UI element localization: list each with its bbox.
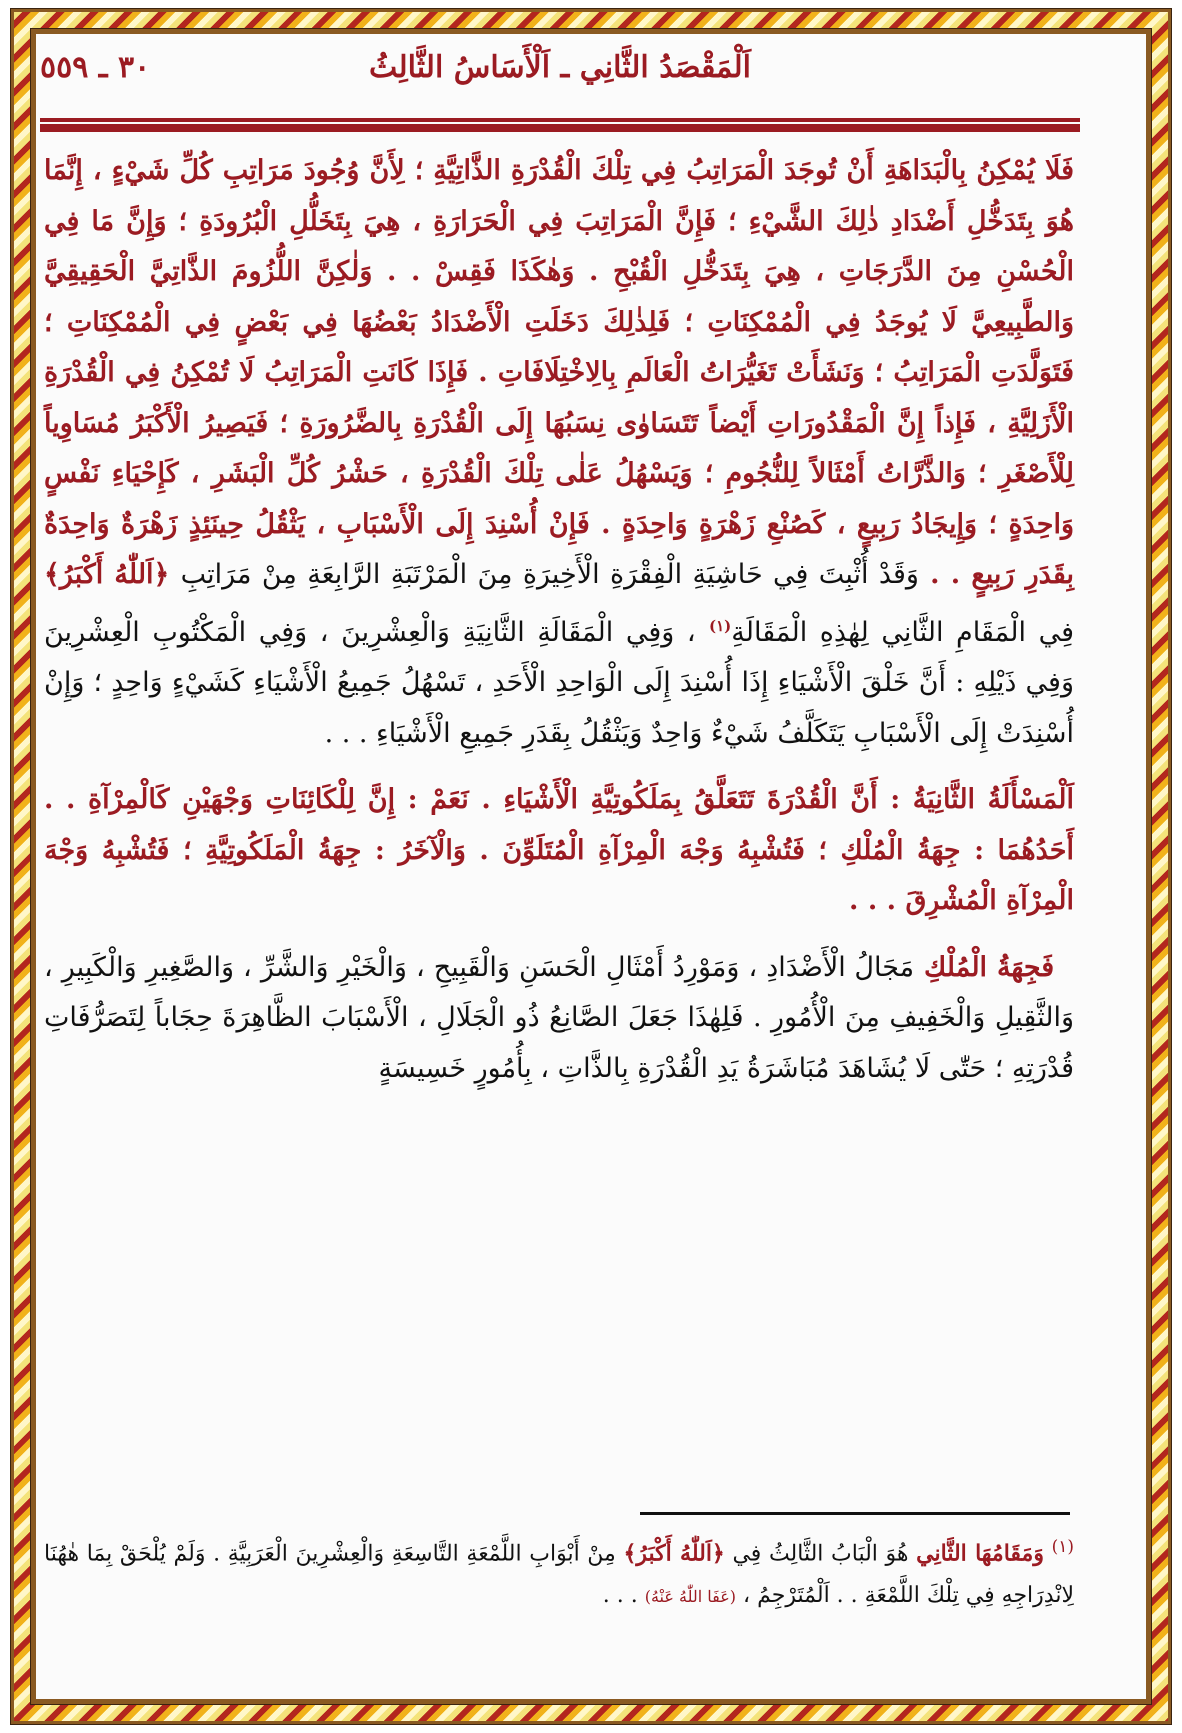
main-text [44,146,1074,1094]
footnote-ellipsis: . . . [602,1583,638,1609]
footnote-separator [640,1512,1070,1515]
page-title: اَلْمَقْصَدُ الثَّانِي ـ اَلْأَسَاسُ الثَّالِثُ [369,50,751,85]
paragraph-1 [44,146,1074,759]
paragraph-3-lead: فَجِهَةُ الْمُلْكِ [924,951,1055,983]
footnote-reference[interactable]: (١) [708,616,732,635]
footnote-number: (١) [1051,1537,1075,1557]
footnote-text-b: مِنْ أَبْوَابِ اللَّمْعَةِ التَّاسِعَةِ وَالْعِشْرِينَ الْعَرَبِيَّةِ . وَلَمْ يُلْحَقْ بِمَا هٰهُنَا لِانْدِرَاجِهِ فِي تِلْكَ اللَّمْعَةِ . . اَلْمُتَرْجِمُ ، [44,1541,1074,1609]
honorific-icon: (عَفَا اللّٰهُ عَنْهُ) [644,1587,737,1607]
quote-allahu-akbar: ﴿اَللّٰهُ أَكْبَرُ﴾ [44,559,170,590]
running-header [40,50,1070,90]
footnote-lead: وَمَقَامُهَا الثَّانِي [916,1540,1044,1567]
header-rule-thick [40,124,1080,132]
footnote [44,1526,1074,1618]
header-rule-thin [40,118,1080,122]
paragraph-2-second-issue: اَلْمَسْأَلَةُ الثَّانِيَةُ : أَنَّ الْقُدْرَةَ تَتَعَلَّقُ بِمَلَكُوتِيَّةِ الْأَشْيَاءِ . نَعَمْ : إِنَّ لِلْكَائِنَاتِ وَجْهَيْنِ كَالْمِرْآةِ . . أَحَدُهُمَا : جِهَةُ الْمُلْكِ ؛ فَتُشْبِهُ وَجْهَ الْمِرْآةِ الْمُتَلَوِّنَ . وَالْآخَرُ : جِهَةُ الْمَلَكُوتِيَّةِ ؛ فَتُشْبِهُ وَجْهَ الْمِرْآةِ الْمُشْرِقَ . . . [44,784,1074,916]
paragraph-1-red-text: فَلَا يُمْكِنُ بِالْبَدَاهَةِ أَنْ تُوجَدَ الْمَرَاتِبُ فِي تِلْكَ الْقُدْرَةِ الذَّاتِيَّةِ ؛ لِأَنَّ وُجُودَ مَرَاتِبِ كُلِّ شَيْءٍ ، إِنَّمَا هُوَ بِتَدَخُّلِ أَضْدَادِ ذٰلِكَ الشَّيْءِ ؛ فَإِنَّ الْمَرَاتِبَ فِي الْحَرَارَةِ ، هِيَ بِتَخَلُّلِ الْبُرُودَةِ ؛ وَإِنَّ مَا فِي الْحُسْنِ مِنَ الدَّرَجَاتِ ، هِيَ بِتَدَخُّلِ الْقُبْحِ . وَهٰكَذَا فَقِسْ . . وَلٰكِنَّ اللُّزُومَ الذَّاتِيَّ الْحَقِيقِيَّ وَالطَّبِيعِيَّ لَا يُوجَدُ فِي الْمُمْكِنَاتِ ؛ فَلِذٰلِكَ دَخَلَتِ الْأَضْدَادُ بَعْضُهَا فِي بَعْضٍ فِي الْمُمْكِنَاتِ ؛ فَتَوَلَّدَتِ الْمَرَاتِبُ ؛ وَنَشَأَتْ تَغَيُّرَاتُ الْعَالَمِ بِالِاخْتِلَافَاتِ . فَإِذَا كَانَتِ الْمَرَاتِبُ لَا تُمْكِنُ فِي الْقُدْرَةِ الْأَزَلِيَّةِ ، فَإِذاً إِنَّ الْمَقْدُورَاتِ أَيْضاً تَتَسَاوٰى نِسَبُهَا إِلَى الْقُدْرَةِ بِالضَّرُورَةِ ؛ فَيَصِيرُ الْأَكْبَرُ مُسَاوِياً لِلْأَصْغَرِ ؛ وَالذَّرَّاتُ أَمْثَالاً لِلنُّجُومِ ؛ وَيَسْهُلُ عَلٰى تِلْكَ الْقُدْرَةِ ، حَشْرُ كُلِّ الْبَشَرِ ، كَإِحْيَاءِ نَفْسٍ وَاحِدَةٍ ؛ وَإِيجَادُ رَبِيعٍ ، كَصُنْعِ زَهْرَةٍ وَاحِدَةٍ . فَإِنْ أُسْنِدَ إِلَى الْأَسْبَابِ ، يَثْقُلُ حِينَئِذٍ زَهْرَةٌ وَاحِدَةٌ بِقَدَرِ رَبِيعٍ . . [44,155,1074,590]
paragraph-3-text: مَجَالُ الْأَضْدَادِ ، وَمَوْرِدُ أَمْثَالِ الْحَسَنِ وَالْقَبِيحِ ، وَالْخَيْرِ وَالشَّرِّ ، وَالصَّغِيرِ وَالْكَبِيرِ ، وَالثَّقِيلِ وَالْخَفِيفِ مِنَ الْأُمُورِ . فَلِهٰذَا جَعَلَ الصَّانِعُ ذُو الْجَلَالِ ، الْأَسْبَابَ الظَّاهِرَةَ حِجَاباً لِتَصَرُّفَاتِ قُدْرَتِهِ ؛ حَتّٰى لَا يُشَاهَدَ مُبَاشَرَةُ يَدِ الْقُدْرَةِ بِالذَّاتِ ، بِأُمُورٍ خَسِيسَةٍ [44,951,1074,1084]
paragraph-1-black-text-a: وَقَدْ أُثْبِتَ فِي حَاشِيَةِ الْفِقْرَةِ الْأَخِيرَةِ مِنَ الْمَرْتَبَةِ الرَّابِعَةِ مِنْ مَرَاتِبِ [180,559,919,590]
page-range: ٣٠ ـ ٥٥٩ [40,50,151,85]
footnote-text-a: هُوَ الْبَابُ الثَّالِثُ فِي [732,1541,909,1567]
paragraph-1-black-text-b: فِي الْمَقَامِ الثَّانِي لِهٰذِهِ الْمَقَالَةِ [731,616,1074,648]
footnote-quote-allahu-akbar: ﴿اَللّٰهُ أَكْبَرُ﴾ [623,1540,725,1567]
paragraph-1-black-text-c: ، وَفِي الْمَقَالَةِ الثَّانِيَةِ وَالْعِشْرِينَ ، وَفِي الْمَكْتُوبِ الْعِشْرِينَ وَفِي ذَيْلِهِ : أَنَّ خَلْقَ الْأَشْيَاءِ إِذَا أُسْنِدَ إِلَى الْوَاحِدِ الْأَحَدِ ، تَسْهُلُ جَمِيعُ الْأَشْيَاءِ كَشَيْءٍ وَاحِدٍ ؛ وَإِنْ أُسْنِدَتْ إِلَى الْأَسْبَابِ يَتَكَلَّفُ شَيْءٌ وَاحِدٌ وَيَثْقُلُ بِقَدَرِ جَمِيعِ الْأَشْيَاءِ . . . [44,616,1075,749]
paragraph-3 [44,943,1074,1095]
